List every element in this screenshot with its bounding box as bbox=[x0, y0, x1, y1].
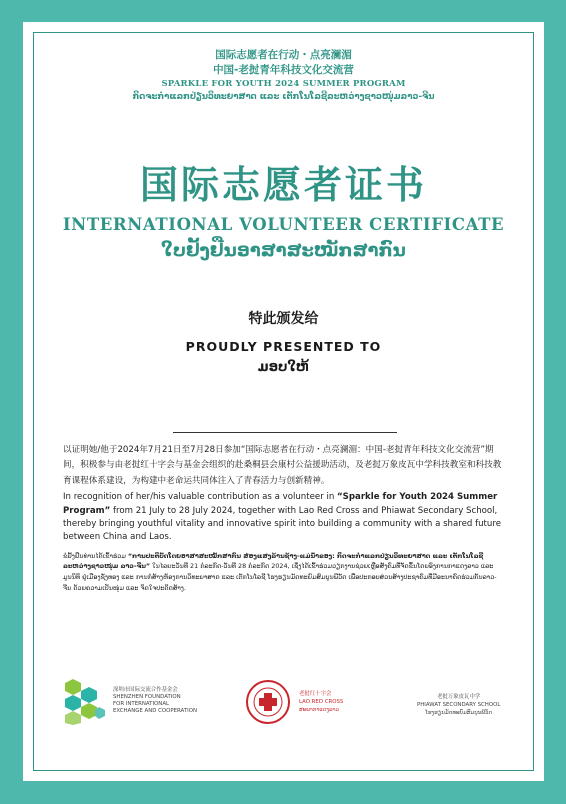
header-lao: ກິດຈະກຳແລກປ່ຽນວິທະຍາສາດ ແລະ ເຕັກໂນໂລຊີລະຫວ່າງຊາວໜຸ່ມລາວ-ຈີນ bbox=[132, 92, 435, 102]
certificate-title-en: INTERNATIONAL VOLUNTEER CERTIFICATE bbox=[62, 215, 505, 234]
school-name-lao: ໂຮງຮຽນມັດທະຍົມສົມບູນພີວັດ bbox=[425, 710, 492, 716]
shenzhen-foundation-logo bbox=[59, 677, 197, 725]
header-zh-line2: 中国-老挝青年科技文化交流营 bbox=[213, 64, 354, 76]
body-en-part1: In recognition of her/his valuable contribution as a volunteer in bbox=[63, 492, 338, 503]
foundation-name-zh: 深圳市国际交流合作基金会 bbox=[113, 687, 178, 693]
body-lao-program-name: “ການປະຕິບັດໂດຍອາສາສະໝັກສາກົນ ສ່ອງແສງລ້ານຊ້າງ-ແມ່ນ້ຳຂອງ: ກິດຈະກຳແລກປ່ຽນວິທະຍາສາດ ແລະ ເຕັກໂນໂລຊີລະຫວ່າງຊາວໜຸ່ມ ລາວ-ຈີນ” bbox=[63, 551, 484, 571]
header-en: SPARKLE FOR YOUTH 2024 SUMMER PROGRAM bbox=[161, 79, 406, 89]
certificate-title-lao: ໃບຢັ້ງຢືນອາສາສະໝັກສາກົນ bbox=[161, 240, 406, 261]
body-en-program-name: “Sparkle for Youth 2024 Summer Program” bbox=[63, 492, 498, 516]
footer-logos bbox=[23, 677, 544, 747]
presented-to-zh: 特此颁发给 bbox=[248, 311, 319, 327]
red-cross-text bbox=[299, 690, 343, 714]
body-en bbox=[63, 491, 504, 545]
program-header bbox=[23, 48, 544, 104]
school-name-zh: 老挝万象皮瓦中学 bbox=[437, 694, 481, 700]
certificate-title-zh: 国际志愿者证书 bbox=[139, 163, 427, 207]
certificate-sheet bbox=[23, 22, 544, 781]
body-lao-part1: ຂໍຢັ້ງຢືນທ່ານໄດ້ເຂົ້າຮ່ວມ bbox=[63, 551, 128, 560]
red-cross-seal-icon bbox=[245, 679, 291, 725]
foundation-name-en1: SHENZHEN FOUNDATION bbox=[113, 694, 181, 700]
header-zh-line1: 国际志愿者在行动・点亮澜湄 bbox=[215, 49, 352, 61]
red-cross-name-en: LAO RED CROSS bbox=[299, 699, 344, 705]
red-cross-name-zh: 老挝红十字会 bbox=[299, 691, 332, 697]
recipient-name-line bbox=[173, 432, 397, 433]
red-cross-name-lao: ສະພາກາແດງລາວ bbox=[299, 707, 339, 713]
presented-to-lao: ມອບໃຫ້ bbox=[257, 360, 310, 375]
body-lao bbox=[63, 551, 504, 593]
foundation-name-en2: FOR INTERNATIONAL bbox=[113, 701, 170, 707]
body-lao-part2: ໃນໄລຍະວັນທີ 21 ກໍລະກົດ-ວັນທີ 28 ກໍລະກົດ 2024, ເຊິ່ງໄດ້ເຂົ້າຮ່ວມວຽກງານຊ່ວຍເຫຼືອສັງຄົມທີ່ຈັດຂຶ້ນໂດຍອົງການກາແດງລາວ ແລະ ມູນນິທິ ຢູ່ເມືອງຊັງທອງ ແລະ ການກໍ່ສ້າງຫ້ອງການວິທະຍາສາດ ແລະ ເຕັກໂນໂລຊີ ໂຮງຮຽນມັດທະຍົມສົມບູນພີວັດ ເພື່ອປະກອບສ່ວນສ້າງປະຊາຄົມທີ່ມີອະນາຄົດຮ່ວມກັນລາວ-ຈີນ ດ້ວຍຄວາມເປັນໜຸ່ມ ແລະ ຈິດໃຈປະດິດສ້າງ. bbox=[63, 562, 497, 592]
phiawat-school-logo bbox=[417, 693, 500, 717]
presented-to-en: PROUDLY PRESENTED TO bbox=[185, 339, 382, 354]
body-zh: 以证明她/他于2024年7月21日至7月28日参加“国际志愿者在行动・点亮澜湄：中国-老挝青年科技文化交流营”期间，积极参与由老挝红十字会与基金会组织的赴桑桐县会康村公益援助活动，及老挝万象皮瓦中学科技教室和科技教育课程体系建设，为构建中老命运共同体注入了青春活力与创新精神。 bbox=[63, 445, 502, 486]
lao-red-cross-logo bbox=[245, 679, 343, 725]
certificate-frame bbox=[33, 32, 534, 771]
certificate-body bbox=[63, 443, 504, 593]
foundation-name-en3: EXCHANGE AND COOPERATION bbox=[113, 708, 197, 714]
school-text bbox=[417, 693, 500, 717]
school-name-en: PHIAWAT SECONDARY SCHOOL bbox=[417, 702, 501, 708]
body-en-part2: from 21 July to 28 July 2024, together with Lao Red Cross and Phiawat Secondary School, thereby bringing youthful vitality and innovative spirit into building a community with a shared future between China and Laos. bbox=[63, 505, 501, 543]
foundation-emblem-icon bbox=[59, 677, 107, 725]
foundation-text bbox=[113, 687, 197, 715]
